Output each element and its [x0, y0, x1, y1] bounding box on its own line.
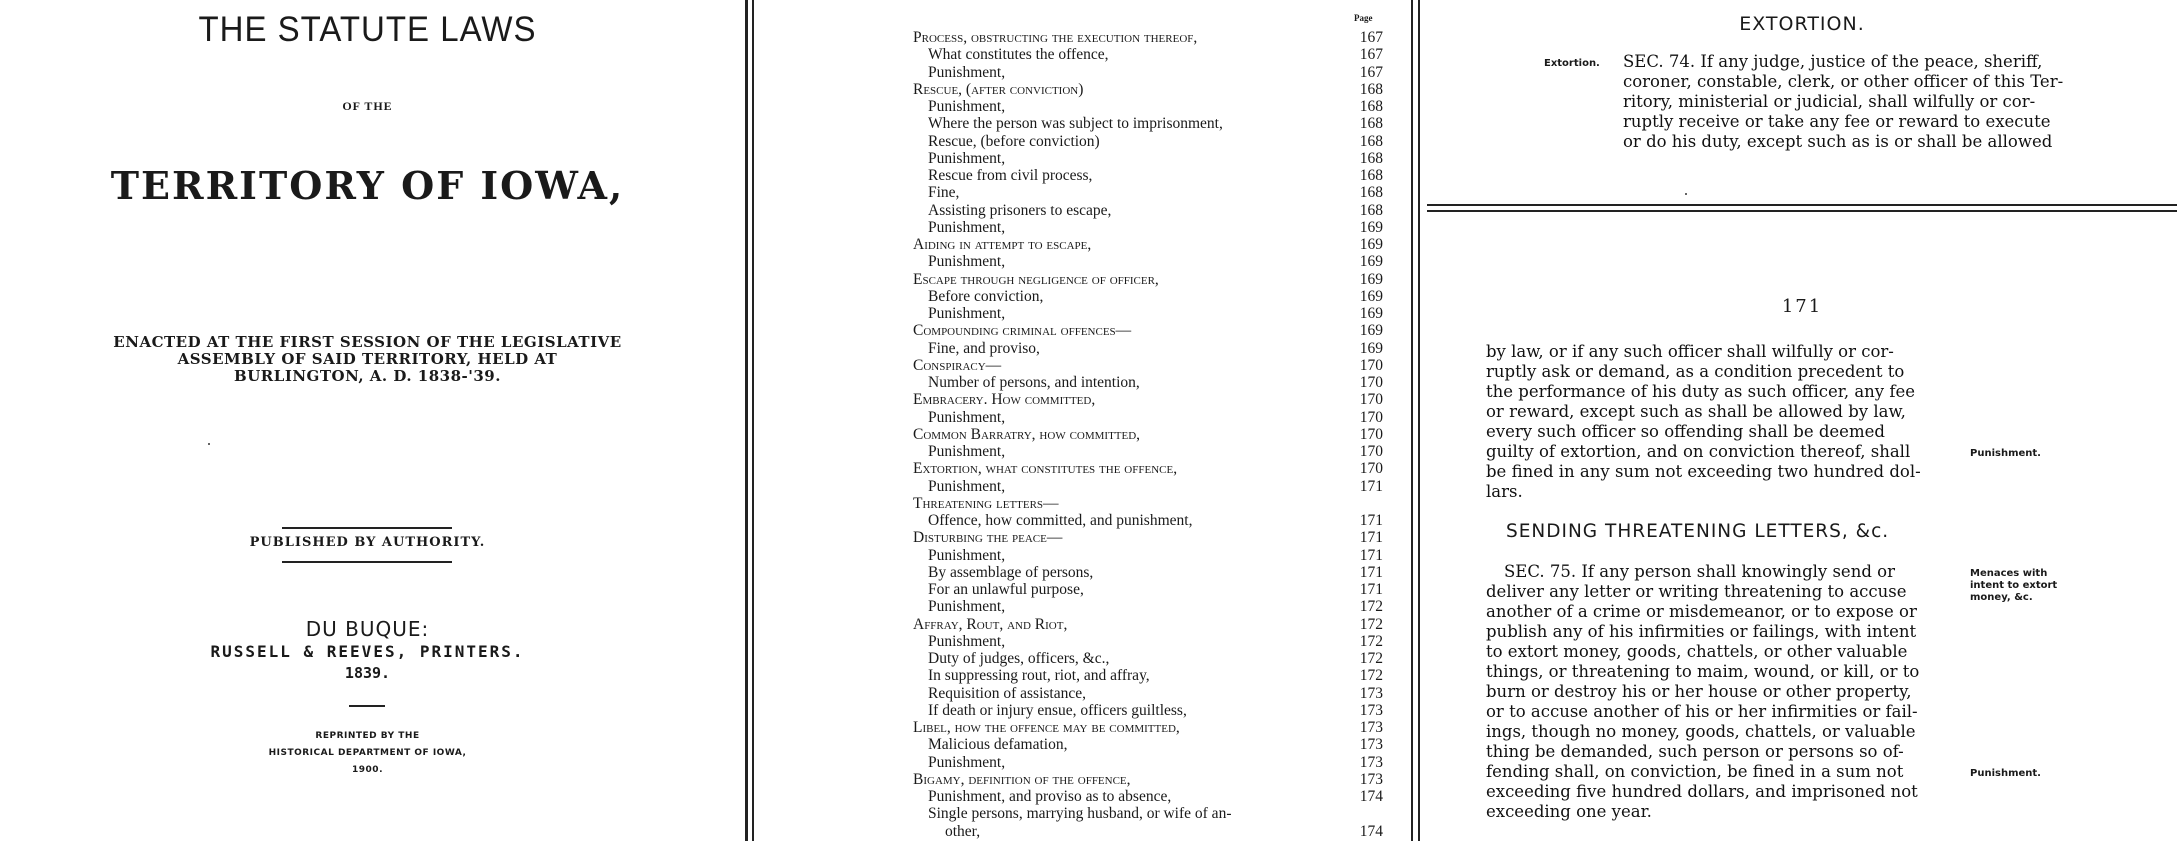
index-entry-label: Punishment,: [928, 753, 1006, 771]
section-74-text: [1623, 52, 2063, 152]
index-entry-page: 169: [1359, 322, 1383, 340]
index-entry-label: Offence, how committed, and punishment,: [928, 512, 1193, 529]
index-entry-label: Punishment,: [928, 149, 1006, 167]
index-entry: [913, 667, 1383, 684]
enacted-line: ENACTED AT THE FIRST SESSION OF THE LEGISLATIVE: [113, 333, 622, 351]
statute-page-panel: [1427, 0, 2177, 841]
index-entry: [913, 547, 1383, 564]
text-line: publish any of his infirmities or failings, with intent: [1486, 622, 1917, 641]
sidenote-line: intent to extort: [1970, 580, 2058, 591]
index-entry: [913, 305, 1383, 322]
index-entry: [913, 771, 1383, 788]
reprint-note: [0, 728, 735, 779]
threatening-letters-heading: SENDING THREATENING LETTERS, &c.: [1506, 521, 1890, 542]
index-entry-label: Requisition of assistance,: [928, 684, 1086, 702]
index-entry: [913, 115, 1383, 132]
reprint-line: 1900.: [352, 765, 383, 775]
speck: [208, 443, 210, 445]
index-entry: [913, 478, 1383, 495]
index-entry-page: 168: [1359, 98, 1383, 115]
index-entry: [913, 581, 1383, 598]
text-line: deliver any letter or writing threatening to accuse: [1486, 582, 1907, 601]
index-entry: [913, 736, 1383, 753]
index-entry-page: 172: [1359, 650, 1383, 667]
index-entry-label: Duty of judges, officers, &c.,: [928, 650, 1110, 667]
index-entry-page: 169: [1359, 287, 1383, 305]
section-74-continued: [1486, 342, 1921, 502]
index-entry: [913, 391, 1383, 408]
index-entry: [913, 495, 1383, 512]
text-line: ruptly receive or take any fee or reward to execute: [1623, 112, 2051, 131]
index-entry-label: Extortion, what constitutes the offence,: [913, 460, 1178, 478]
excerpt-divider: [1427, 204, 2177, 206]
index-entry-page: 168: [1359, 115, 1383, 133]
index-page-header: Page: [1354, 13, 1373, 23]
sidenote-punishment: Punishment.: [1970, 448, 2041, 459]
index-entry-label: Punishment,: [928, 632, 1006, 650]
text-line: or do his duty, except such as is or shall be allowed: [1623, 132, 2053, 151]
sidenote-extortion: Extortion.: [1544, 58, 1600, 69]
index-entry-label: Fine, and proviso,: [928, 339, 1040, 357]
index-entry-page: 170: [1359, 443, 1383, 460]
section-75-text: [1486, 562, 1919, 822]
index-entry-page: 168: [1359, 201, 1383, 219]
index-entry: [913, 409, 1383, 426]
text-line: by law, or if any such officer shall wilfully or cor-: [1486, 342, 1894, 361]
text-line: fending shall, on conviction, be fined in a sum not: [1486, 762, 1904, 781]
of-the-text: OF THE: [342, 99, 393, 113]
index-entry-page: 171: [1359, 477, 1383, 495]
rule-below-published: [282, 561, 452, 563]
enacted-statement: [0, 334, 735, 385]
index-entry-label: Compounding criminal offences—: [913, 322, 1132, 340]
index-entry-page: 170: [1359, 391, 1383, 409]
index-entry: [913, 29, 1383, 46]
index-entry: [913, 236, 1383, 253]
index-entry: [913, 271, 1383, 288]
index-entry-page: 174: [1359, 788, 1383, 805]
index-entry-label: Fine,: [928, 184, 960, 202]
index-entry-page: 170: [1359, 374, 1383, 391]
sidenote-line: Menaces with: [1970, 568, 2048, 579]
index-entry-label: Punishment,: [928, 63, 1006, 81]
index-entry-label: Punishment,: [928, 546, 1006, 564]
index-entry-page: 170: [1359, 460, 1383, 478]
text-line: or to accuse another of his or her infirmities or fail-: [1486, 702, 1918, 721]
index-entry: [913, 702, 1383, 719]
index-entry-page: 167: [1359, 63, 1383, 81]
index-entry: [913, 184, 1383, 201]
index-entry-page: 169: [1359, 270, 1383, 288]
index-entry-page: 169: [1359, 218, 1383, 236]
index-entry-page: 174: [1359, 822, 1383, 840]
index-entry-page: 168: [1359, 149, 1383, 167]
index-entry-page: 173: [1359, 736, 1383, 754]
index-entry-page: 169: [1359, 253, 1383, 271]
index-entry: [913, 202, 1383, 219]
index-entry-page: 170: [1359, 356, 1383, 374]
index-entry-label: Punishment,: [928, 443, 1006, 460]
text-line: SEC. 75. If any person shall knowingly send or: [1504, 562, 1895, 581]
index-page-panel: [766, 0, 1406, 841]
index-entry-page: 170: [1359, 425, 1383, 443]
page-border-left: [1411, 0, 1413, 841]
index-entry-label: Assisting prisoners to escape,: [928, 201, 1112, 219]
excerpt-divider-second: [1427, 210, 2177, 212]
index-entry-page: 172: [1359, 615, 1383, 633]
short-rule: [349, 705, 385, 707]
index-entry: [913, 529, 1383, 546]
index-entry-label: Rescue, (before conviction): [928, 132, 1100, 150]
index-entry: [913, 460, 1383, 477]
index-entry-page: 170: [1359, 408, 1383, 426]
index-entry: [913, 219, 1383, 236]
index-entry-label: Bigamy, definition of the offence,: [913, 770, 1131, 788]
index-entry-page: 167: [1359, 29, 1383, 46]
index-entry: [913, 685, 1383, 702]
index-entry-label: Embracery. How committed,: [913, 391, 1096, 409]
index-entry: [913, 150, 1383, 167]
book-title-line-1: THE STATUTE LAWS: [198, 8, 537, 49]
enacted-line: BURLINGTON, A. D. 1838-'39.: [234, 367, 501, 385]
index-entry: [913, 805, 1383, 822]
index-entry: [913, 81, 1383, 98]
index-entry-label: Number of persons, and intention,: [928, 374, 1140, 391]
index-entry-page: 171: [1359, 529, 1383, 547]
index-entry: [913, 46, 1383, 63]
index-entry: [913, 512, 1383, 529]
text-line: exceeding five hundred dollars, and imprisoned not: [1486, 782, 1918, 801]
index-entry-label: Punishment,: [928, 305, 1006, 322]
index-entry: [913, 788, 1383, 805]
title-page-panel: [0, 0, 752, 841]
index-entry-page: 168: [1359, 132, 1383, 150]
text-line: coroner, constable, clerk, or other officer of this Ter-: [1623, 72, 2064, 91]
index-entry-page: 172: [1359, 632, 1383, 650]
index-entry: [913, 64, 1383, 81]
index-entry-label: other,: [945, 822, 981, 840]
index-entry: [913, 98, 1383, 115]
index-entry-page: 173: [1359, 753, 1383, 771]
index-entry-label: Punishment,: [928, 477, 1006, 495]
index-entry-label: Single persons, marrying husband, or wife of an-: [928, 805, 1232, 823]
text-line: SEC. 74. If any judge, justice of the peace, sheriff,: [1623, 52, 2043, 71]
index-entry-label: Malicious defamation,: [928, 736, 1068, 754]
reprint-line: REPRINTED BY THE: [315, 731, 420, 741]
index-entry: [913, 650, 1383, 667]
enacted-line: ASSEMBLY OF SAID TERRITORY, HELD AT: [177, 350, 558, 368]
index-entry-page: 173: [1359, 701, 1383, 719]
page-number: 171: [1781, 296, 1823, 317]
book-title-line-2: TERRITORY OF IOWA,: [110, 163, 625, 208]
index-entry-page: 169: [1359, 305, 1383, 322]
page-border-left-outer: [1418, 0, 1420, 841]
index-entry-label: Escape through negligence of officer,: [913, 270, 1159, 288]
index-entry-page: 169: [1359, 339, 1383, 357]
index-entry-label: In suppressing rout, riot, and affray,: [928, 667, 1150, 685]
text-line: or reward, except such as shall be allowed by law,: [1486, 402, 1906, 421]
index-entry-page: 173: [1359, 770, 1383, 788]
index-entry: [913, 357, 1383, 374]
index-entry-label: By assemblage of persons,: [928, 563, 1094, 581]
index-entry: [913, 374, 1383, 391]
speck: [1685, 193, 1687, 195]
imprint-year: 1839.: [344, 664, 391, 682]
index-entry-label: If death or injury ensue, officers guiltless,: [928, 701, 1187, 719]
text-line: the performance of his duty as such officer, any fee: [1486, 382, 1915, 401]
index-entry-page: 168: [1359, 80, 1383, 98]
published-by-authority: PUBLISHED BY AUTHORITY.: [249, 535, 486, 550]
text-line: thing be demanded, such person or persons so of-: [1486, 742, 1904, 761]
index-entry-label: Punishment,: [928, 218, 1006, 236]
index-entry-label: Rescue from civil process,: [928, 167, 1093, 184]
index-entry: [913, 288, 1383, 305]
index-entry-label: Punishment,: [928, 598, 1006, 616]
reprint-line: HISTORICAL DEPARTMENT OF IOWA,: [268, 748, 467, 758]
index-entry-page: 173: [1359, 719, 1383, 736]
index-entry-page: 168: [1359, 167, 1383, 184]
index-entry-label: Before conviction,: [928, 287, 1044, 305]
text-line: to extort money, goods, chattels, or other valuable: [1486, 642, 1908, 661]
index-entry-page: 171: [1359, 512, 1383, 529]
index-entry-label: Rescue, (after conviction): [913, 80, 1084, 98]
index-entry-label: Libel, how the offence may be committed,: [913, 719, 1180, 736]
sidenote-menaces: [1970, 568, 2057, 604]
index-entry-label: Punishment,: [928, 253, 1006, 271]
index-entry: [913, 633, 1383, 650]
text-line: another of a crime or misdemeanor, or to expose or: [1486, 602, 1917, 621]
index-entry-label: Common Barratry, how committed,: [913, 425, 1141, 443]
index-entry-page: 171: [1359, 563, 1383, 581]
index-entry-page: 169: [1359, 236, 1383, 253]
imprint-place: DU BUQUE:: [305, 617, 430, 641]
imprint-printers: RUSSELL & REEVES, PRINTERS.: [210, 642, 525, 661]
index-entry-page: 172: [1359, 598, 1383, 616]
index-entry-label: Punishment, and proviso as to absence,: [928, 788, 1172, 805]
extortion-heading: EXTORTION.: [1739, 13, 1865, 35]
index-entry-label: Process, obstructing the execution thereof,: [913, 29, 1198, 46]
text-line: be fined in any sum not exceeding two hundred dol-: [1486, 462, 1921, 481]
text-line: guilty of extortion, and on conviction thereof, shall: [1486, 442, 1911, 461]
index-entry-label: Aiding in attempt to escape,: [913, 236, 1092, 253]
index-entry-label: Punishment,: [928, 408, 1006, 426]
index-entry: [913, 598, 1383, 615]
page-border-right: [745, 0, 748, 841]
text-line: every such officer so offending shall be deemed: [1486, 422, 1885, 441]
index-entry: [913, 426, 1383, 443]
index-entry-label: Threatening letters—: [913, 494, 1059, 512]
index-entry-label: For an unlawful purpose,: [928, 581, 1084, 598]
index-entry: [913, 322, 1383, 339]
index-entry: [913, 340, 1383, 357]
index-entry-page: 167: [1359, 46, 1383, 64]
index-entry: [913, 616, 1383, 633]
index-entry: [913, 564, 1383, 581]
sidenote-punishment: Punishment.: [1970, 768, 2041, 779]
index-entry-page: 168: [1359, 184, 1383, 202]
index-entry-label: Punishment,: [928, 98, 1006, 115]
text-line: lars.: [1486, 482, 1523, 501]
index-entry: [913, 167, 1383, 184]
index-entry-label: What constitutes the offence,: [928, 46, 1109, 64]
index-entry: [913, 443, 1383, 460]
page-border-right-outer: [752, 0, 754, 841]
index-entry: [913, 133, 1383, 150]
text-line: exceeding one year.: [1486, 802, 1652, 821]
text-line: burn or destroy his or her house or other property,: [1486, 682, 1912, 701]
index-entry-label: Disturbing the peace—: [913, 529, 1063, 547]
text-line: ruptly ask or demand, as a condition precedent to: [1486, 362, 1905, 381]
index-entry: [913, 754, 1383, 771]
index-entry-page: 172: [1359, 667, 1383, 685]
text-line: ritory, ministerial or judicial, shall wilfully or cor-: [1623, 92, 2036, 111]
sidenote-line: money, &c.: [1970, 592, 2033, 603]
index-entry: [913, 719, 1383, 736]
index-entry-label: Affray, Rout, and Riot,: [913, 615, 1068, 633]
index-entry: [913, 253, 1383, 270]
index-entry-label: Conspiracy—: [913, 356, 1002, 374]
index-entry-label: Where the person was subject to imprisonment,: [928, 115, 1223, 133]
text-line: ings, though no money, goods, chattels, or valuable: [1486, 722, 1916, 741]
index-entry-page: 171: [1359, 581, 1383, 598]
index-entry: [913, 823, 1383, 840]
index-entry-page: 173: [1359, 684, 1383, 702]
rule-above-published: [282, 527, 452, 529]
index-entry-page: 171: [1359, 546, 1383, 564]
text-line: things, or threatening to maim, wound, or kill, or to: [1486, 662, 1920, 681]
